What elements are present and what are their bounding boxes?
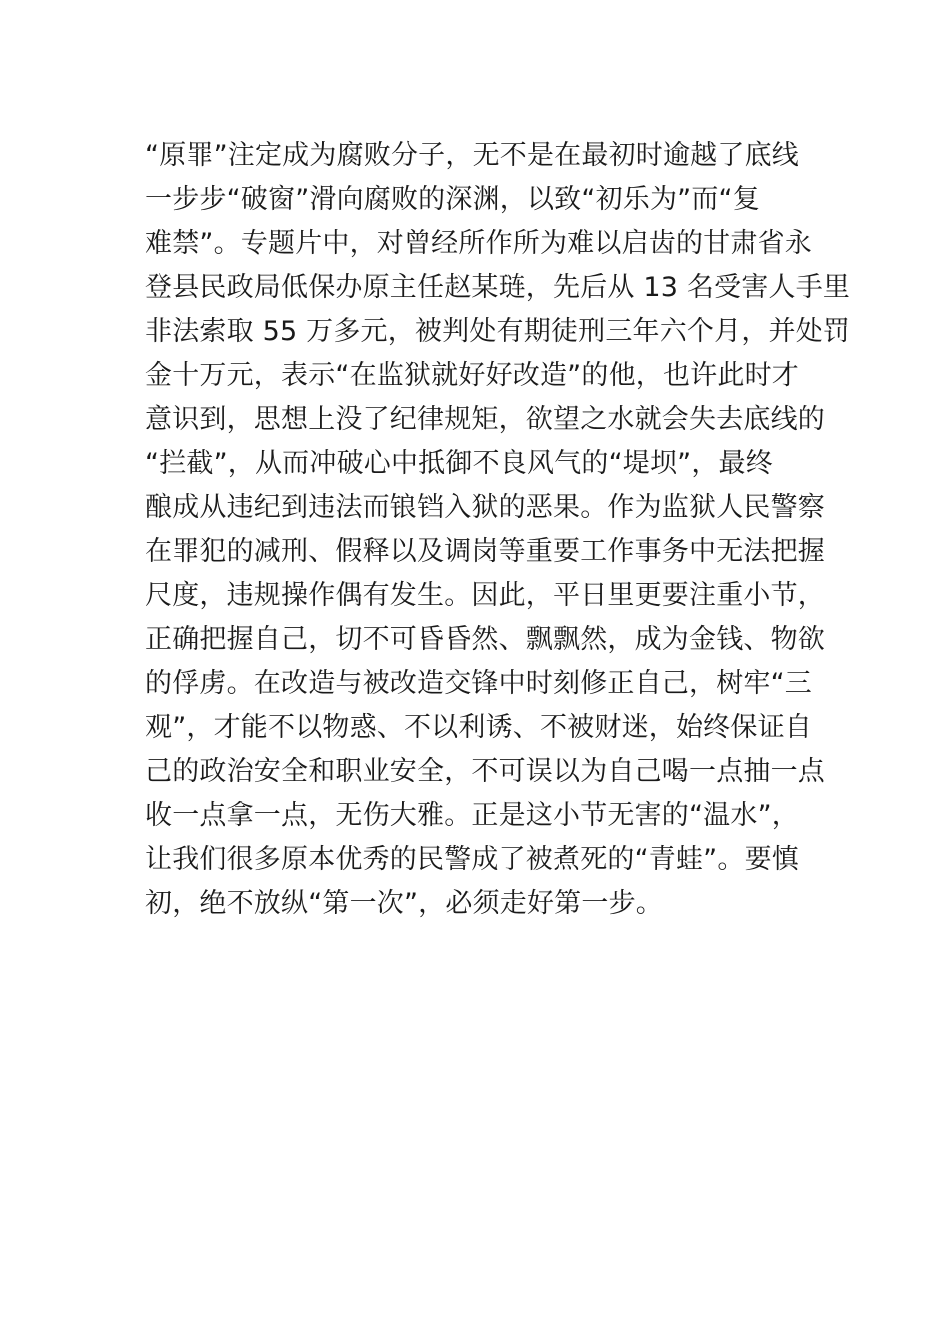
paragraph-line: 正确把握自己，切不可昏昏然、飘飘然，成为金钱、物欲 xyxy=(145,624,825,655)
paragraph-line: 非法索取 55 万多元，被判处有期徒刑三年六个月，并处罚 xyxy=(145,316,851,347)
paragraph-line: 收一点拿一点，无伤大雅。正是这小节无害的“温水”， xyxy=(145,800,799,831)
paragraph-line: 尺度，违规操作偶有发生。因此，平日里更要注重小节， xyxy=(145,580,825,611)
paragraph-line: 酿成从违纪到违法而锒铛入狱的恶果。作为监狱人民警察 xyxy=(145,492,825,523)
paragraph-line: 一步步“破窗”滑向腐败的深渊，以致“初乐为”而“复 xyxy=(145,184,760,215)
paragraph-line: “原罪”注定成为腐败分子，无不是在最初时逾越了底线 xyxy=(145,140,799,171)
paragraph-line: 的俘虏。在改造与被改造交锋中时刻修正自己，树牢“三 xyxy=(145,668,812,699)
paragraph-line: 让我们很多原本优秀的民警成了被煮死的“青蛙”。要慎 xyxy=(145,844,799,875)
paragraph-line: 金十万元，表示“在监狱就好好改造”的他，也许此时才 xyxy=(145,360,799,391)
paragraph-line: 初，绝不放纵“第一次”，必须走好第一步。 xyxy=(145,888,663,919)
paragraph-line: 在罪犯的减刑、假释以及调岗等重要工作事务中无法把握 xyxy=(145,536,825,567)
paragraph-line: 难禁”。专题片中，对曾经所作所为难以启齿的甘肃省永 xyxy=(145,228,812,259)
paragraph-line: 观”，才能不以物惑、不以利诱、不被财迷，始终保证自 xyxy=(145,712,812,743)
body-paragraph xyxy=(145,134,851,926)
paragraph-line: 意识到，思想上没了纪律规矩，欲望之水就会失去底线的 xyxy=(145,404,825,435)
paragraph-line: 登县民政局低保办原主任赵某琏，先后从 13 名受害人手里 xyxy=(145,272,851,303)
paragraph-line: “拦截”，从而冲破心中抵御不良风气的“堤坝”，最终 xyxy=(145,448,773,479)
paragraph-line: 己的政治安全和职业安全，不可误以为自己喝一点抽一点 xyxy=(145,756,825,787)
